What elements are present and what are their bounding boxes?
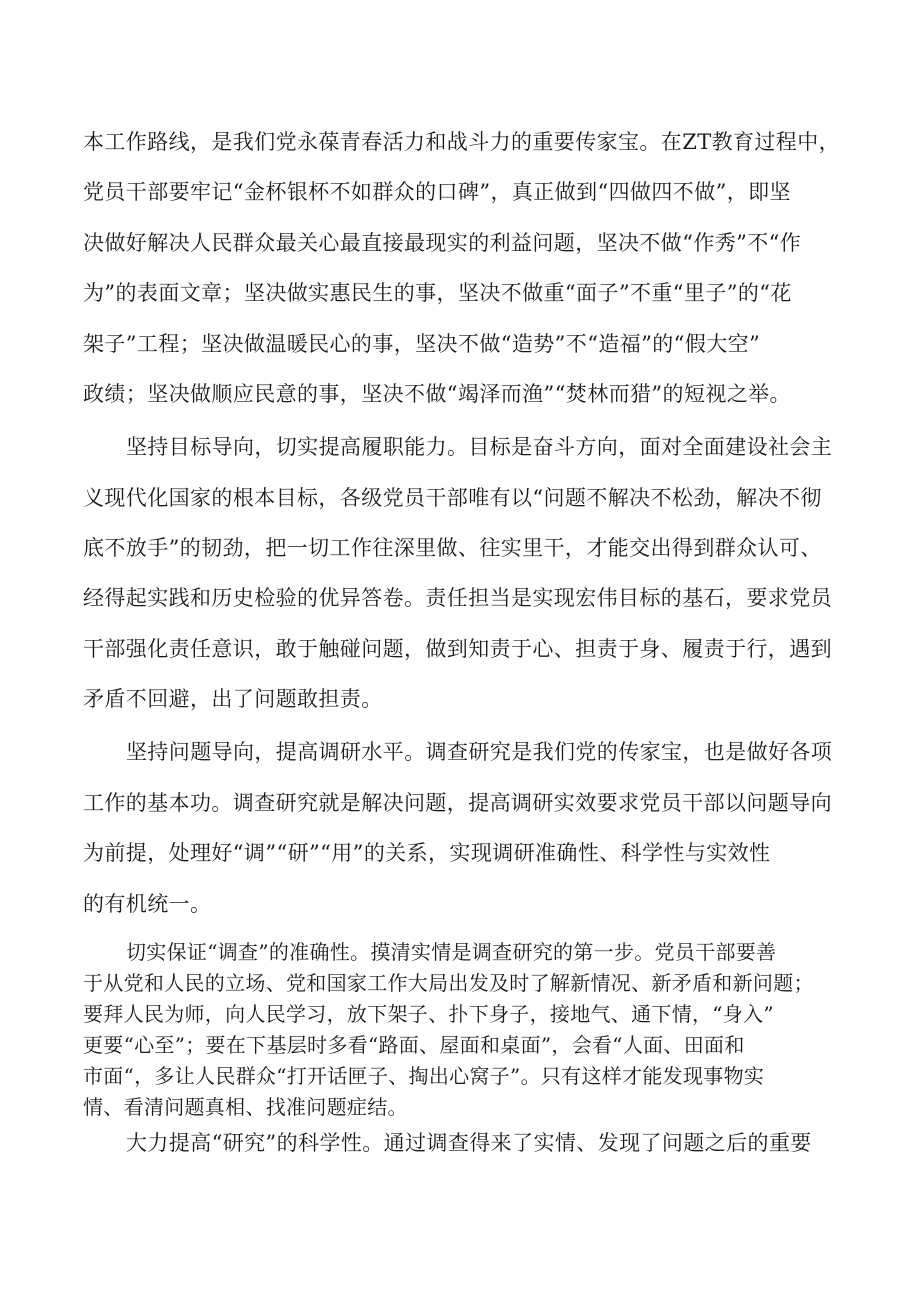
text-line: 本工作路线，是我们党永葆青春活力和战斗力的重要传家宝。在ZT教育过程中， bbox=[83, 130, 840, 154]
text-line: 经得起实践和历史检验的优异答卷。责任担当是实现宏伟目标的基石，要求党员 bbox=[83, 586, 832, 610]
text-line: 切实保证“调查”的准确性。摸清实情是调查研究的第一步。党员干部要善 bbox=[126, 940, 777, 964]
text-line: 坚持问题导向，提高调研水平。调查研究是我们党的传家宝，也是做好各项 bbox=[126, 740, 833, 764]
text-line: 情、看清问题真相、找准问题症结。 bbox=[83, 1095, 408, 1119]
text-line: 工作的基本功。调查研究就是解决问题，提高调研实效要求党员干部以问题导向 bbox=[83, 791, 832, 815]
text-line: 市面“，多让人民群众“打开话匣子、掏出心窝子”。只有这样才能发现事物实 bbox=[83, 1064, 765, 1088]
text-line: 矛盾不回避，出了问题敢担责。 bbox=[83, 687, 383, 711]
text-line: 义现代化国家的根本目标，各级党员干部唯有以“问题不解决不松劲，解决不彻 bbox=[83, 486, 822, 510]
text-line: 的有机统一。 bbox=[83, 892, 212, 916]
text-line: 坚持目标导向，切实提高履职能力。目标是奋斗方向，面对全面建设社会主 bbox=[126, 435, 833, 459]
text-line: 党员干部要牢记“金杯银杯不如群众的口碑”，真正做到“四做四不做”，即坚 bbox=[83, 180, 791, 204]
text-line: 架子”工程；坚决做温暖民心的事，坚决不做“造势”不“造福”的“假大空” bbox=[83, 332, 761, 356]
text-line: 底不放手”的韧劲，把一切工作往深里做、往实里干，才能交出得到群众认可、 bbox=[83, 536, 822, 560]
text-line: 要拜人民为师，向人民学习，放下架子、扑下身子，接地气、通下情，“身入” bbox=[83, 1002, 774, 1026]
text-line: 干部强化责任意识，敢于触碰问题，做到知责于心、担责于身、履责于行，遇到 bbox=[83, 637, 832, 661]
text-line: 为前提，处理好“调”“研”“用”的关系，实现调研准确性、科学性与实效性 bbox=[83, 841, 771, 865]
text-line: 于从党和人民的立场、党和国家工作大局出发及时了解新情况、新矛盾和新问题； bbox=[83, 971, 814, 995]
text-line: 政绩；坚决做顺应民意的事，坚决不做“竭泽而渔”“焚林而猎”的短视之举。 bbox=[83, 382, 791, 406]
text-line: 更要“心至”；要在下基层时多看“路面、屋面和桌面”，会看“人面、田面和 bbox=[83, 1033, 745, 1057]
text-line: 为”的表面文章；坚决做实惠民生的事，坚决不做重“面子”不重“里子”的“花 bbox=[83, 281, 792, 305]
text-line: 决做好解决人民群众最关心最直接最现实的利益问题，坚决不做“作秀”不“作 bbox=[83, 231, 802, 255]
text-line: 大力提高“研究”的科学性。通过调查得来了实情、发现了问题之后的重要 bbox=[126, 1131, 812, 1155]
